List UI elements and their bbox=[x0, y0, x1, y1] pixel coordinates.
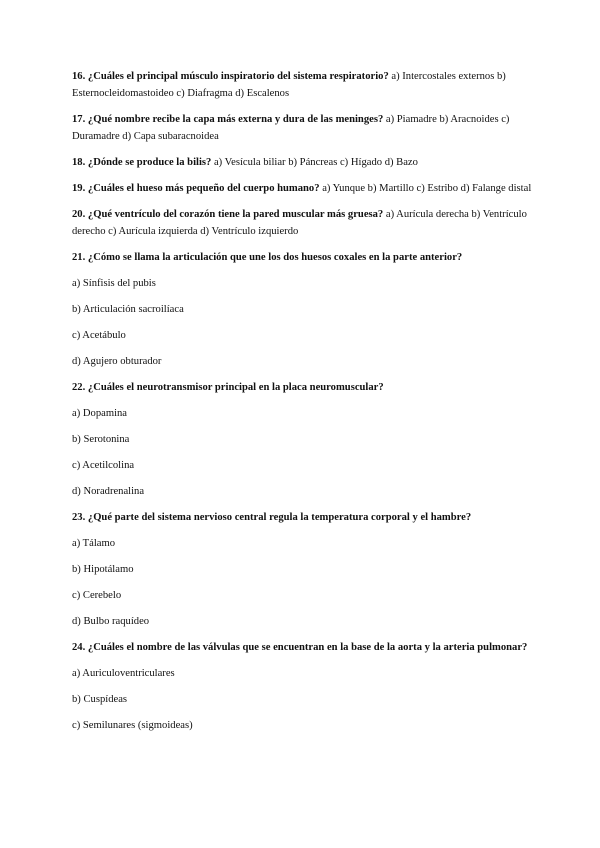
question-stem: ¿Qué nombre recibe la capa más externa y dura de las meninges? bbox=[87, 114, 384, 125]
question-title: 24. ¿Cuáles el nombre de las válvulas que se encuentran en la base de la aorta y la arteria pulmonar? bbox=[72, 642, 528, 653]
answer-option: a) Tálamo bbox=[72, 538, 116, 549]
question-number: 17. bbox=[72, 114, 86, 125]
question-22 bbox=[72, 379, 532, 500]
answer-option: a) Sínfisis del pubis bbox=[72, 278, 156, 289]
question-title: 21. ¿Cómo se llama la articulación que une los dos huesos coxales en la parte anterior? bbox=[72, 252, 463, 263]
answer-option: b) Hipotálamo bbox=[72, 564, 134, 575]
question-options: a) Aurícula derecha b) Ventrículo derecho c) Aurícula izquierda d) Ventrículo izquierdo bbox=[72, 209, 527, 237]
question-title: 23. ¿Qué parte del sistema nervioso central regula la temperatura corporal y el hambre? bbox=[72, 512, 472, 523]
question-number: 19. bbox=[72, 183, 86, 194]
question-16 bbox=[72, 68, 532, 102]
question-options: a) Intercostales externos b) Esternocleidomastoideo c) Diafragma d) Escalenos bbox=[72, 71, 506, 99]
answer-option: b) Articulación sacroilíaca bbox=[72, 304, 184, 315]
answer-option: b) Serotonina bbox=[72, 434, 130, 445]
answer-option: c) Cerebelo bbox=[72, 590, 122, 601]
question-23 bbox=[72, 509, 532, 630]
question-options: a) Vesícula biliar b) Páncreas c) Hígado d) Bazo bbox=[213, 157, 418, 168]
answer-option: b) Cuspídeas bbox=[72, 694, 128, 705]
question-options: a) Yunque b) Martillo c) Estribo d) Falange distal bbox=[322, 183, 532, 194]
answer-option: c) Semilunares (sigmoideas) bbox=[72, 720, 193, 731]
question-stem: ¿Qué ventrículo del corazón tiene la pared muscular más gruesa? bbox=[87, 209, 384, 220]
answer-option: a) Auriculoventriculares bbox=[72, 668, 175, 679]
question-title: 22. ¿Cuáles el neurotransmisor principal en la placa neuromuscular? bbox=[72, 382, 384, 393]
answer-option: d) Noradrenalina bbox=[72, 486, 145, 497]
question-stem: ¿Dónde se produce la bilis? bbox=[87, 157, 212, 168]
question-21 bbox=[72, 249, 532, 370]
question-stem: ¿Cuáles el hueso más pequeño del cuerpo humano? bbox=[87, 183, 320, 194]
question-options: a) Piamadre b) Aracnoides c) Duramadre d) Capa subaracnoidea bbox=[72, 114, 510, 142]
question-24 bbox=[72, 639, 532, 734]
question-stem: ¿Cuáles el principal músculo inspiratorio del sistema respiratorio? bbox=[87, 71, 389, 82]
question-17 bbox=[72, 111, 532, 145]
question-number: 16. bbox=[72, 71, 86, 82]
question-20 bbox=[72, 206, 532, 240]
question-18 bbox=[72, 154, 532, 171]
answer-option: c) Acetábulo bbox=[72, 330, 126, 341]
answer-option: d) Agujero obturador bbox=[72, 356, 162, 367]
answer-option: c) Acetilcolina bbox=[72, 460, 135, 471]
answer-option: d) Bulbo raquídeo bbox=[72, 616, 150, 627]
question-number: 20. bbox=[72, 209, 86, 220]
question-number: 18. bbox=[72, 157, 86, 168]
question-19 bbox=[72, 180, 532, 197]
document-page bbox=[72, 68, 532, 743]
answer-option: a) Dopamina bbox=[72, 408, 128, 419]
